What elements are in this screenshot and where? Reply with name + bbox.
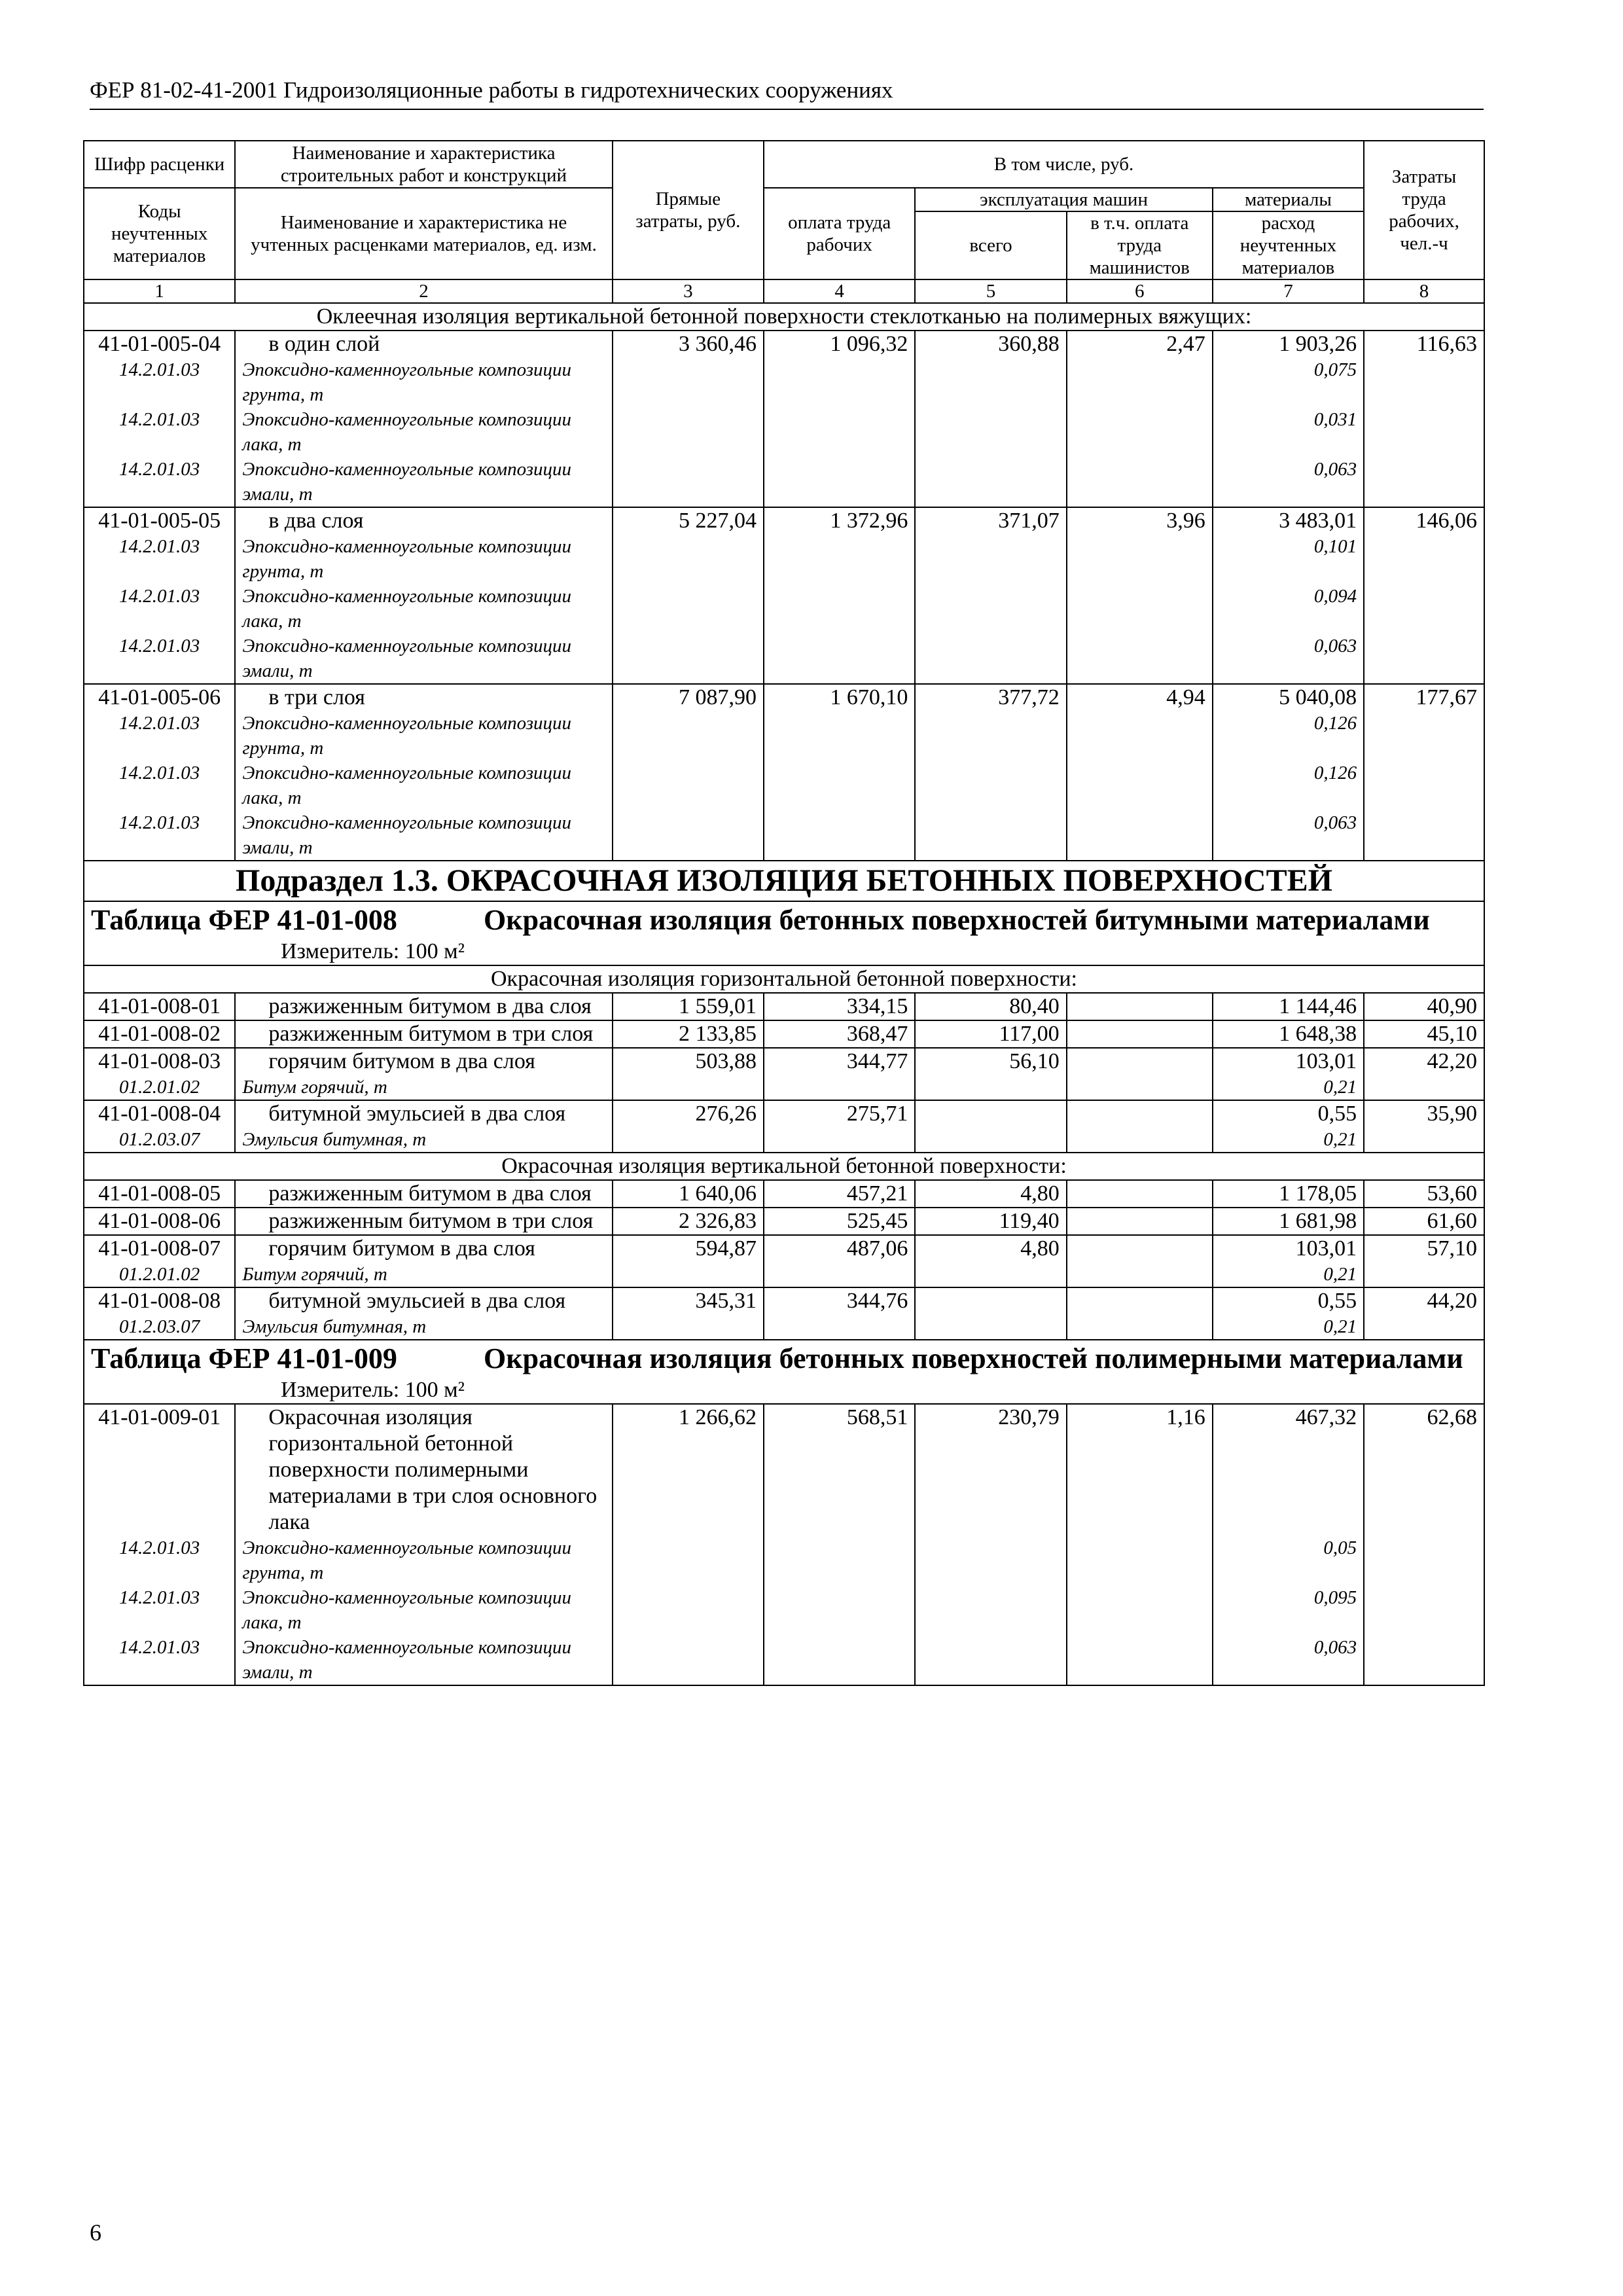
empty-cell bbox=[764, 1535, 915, 1585]
empty-cell bbox=[1067, 457, 1213, 507]
empty-cell bbox=[1364, 711, 1484, 761]
machinist-cost bbox=[1067, 1048, 1213, 1075]
col-num: 2 bbox=[235, 279, 612, 303]
empty-cell bbox=[1067, 761, 1213, 810]
material-code: 14.2.01.03 bbox=[84, 357, 235, 407]
empty-cell bbox=[1067, 1535, 1213, 1585]
col6-header: в т.ч. оплата труда машинистов bbox=[1067, 211, 1213, 279]
material-cost: 1 681,98 bbox=[1213, 1208, 1364, 1235]
material-cost: 1 648,38 bbox=[1213, 1020, 1364, 1048]
rate-row bbox=[84, 1100, 1484, 1127]
empty-cell bbox=[613, 810, 764, 861]
empty-cell bbox=[1364, 1075, 1484, 1100]
col-num: 6 bbox=[1067, 279, 1213, 303]
direct-cost: 594,87 bbox=[613, 1235, 764, 1262]
direct-cost: 345,31 bbox=[613, 1287, 764, 1314]
machinist-cost bbox=[1067, 1208, 1213, 1235]
machine-cost: 119,40 bbox=[915, 1208, 1066, 1235]
labor-hours: 35,90 bbox=[1364, 1100, 1484, 1127]
material-row bbox=[84, 810, 1484, 861]
rate-name: горячим битумом в два слоя bbox=[235, 1048, 612, 1075]
empty-cell bbox=[764, 457, 915, 507]
material-code: 14.2.01.03 bbox=[84, 761, 235, 810]
direct-cost: 2 326,83 bbox=[613, 1208, 764, 1235]
rate-code: 41-01-008-04 bbox=[84, 1100, 235, 1127]
empty-cell bbox=[1067, 1314, 1213, 1340]
machine-cost: 360,88 bbox=[915, 331, 1066, 357]
material-name: Эпоксидно-каменноугольные композиции грунта, т bbox=[235, 357, 612, 407]
empty-cell bbox=[1067, 534, 1213, 584]
table-008-title bbox=[84, 901, 1484, 939]
empty-cell bbox=[1067, 1262, 1213, 1287]
rate-name: в два слоя bbox=[235, 507, 612, 534]
material-qty: 0,063 bbox=[1213, 1635, 1364, 1685]
labor-cost: 487,06 bbox=[764, 1235, 915, 1262]
machine-cost: 371,07 bbox=[915, 507, 1066, 534]
labor-hours: 53,60 bbox=[1364, 1180, 1484, 1208]
rate-name: разжиженным битумом в три слоя bbox=[235, 1208, 612, 1235]
empty-cell bbox=[1067, 584, 1213, 634]
material-qty: 0,21 bbox=[1213, 1314, 1364, 1340]
labor-hours: 44,20 bbox=[1364, 1287, 1484, 1314]
material-row bbox=[84, 357, 1484, 407]
machinist-cost bbox=[1067, 1235, 1213, 1262]
empty-cell bbox=[915, 1127, 1066, 1153]
machinist-cost bbox=[1067, 1020, 1213, 1048]
table-title: Окрасочная изоляция бетонных поверхностей полимерными материалами bbox=[484, 1342, 1463, 1374]
labor-hours: 42,20 bbox=[1364, 1048, 1484, 1075]
empty-cell bbox=[1067, 1585, 1213, 1635]
material-qty: 0,126 bbox=[1213, 711, 1364, 761]
col3-header: Прямые затраты, руб. bbox=[613, 141, 764, 279]
material-qty: 0,031 bbox=[1213, 407, 1364, 457]
rate-name: разжиженным битумом в три слоя bbox=[235, 1020, 612, 1048]
page-number: 6 bbox=[90, 2219, 101, 2246]
direct-cost: 503,88 bbox=[613, 1048, 764, 1075]
material-row bbox=[84, 1127, 1484, 1153]
material-code: 14.2.01.03 bbox=[84, 584, 235, 634]
machine-cost: 56,10 bbox=[915, 1048, 1066, 1075]
empty-cell bbox=[764, 407, 915, 457]
section-heading bbox=[84, 861, 1484, 901]
material-row bbox=[84, 761, 1484, 810]
machinist-cost bbox=[1067, 1100, 1213, 1127]
machinist-cost: 3,96 bbox=[1067, 507, 1213, 534]
labor-cost: 334,15 bbox=[764, 993, 915, 1020]
material-name: Битум горячий, т bbox=[235, 1075, 612, 1100]
col-num: 5 bbox=[915, 279, 1066, 303]
material-name: Эмульсия битумная, т bbox=[235, 1127, 612, 1153]
rate-name: горячим битумом в два слоя bbox=[235, 1235, 612, 1262]
machinist-cost: 4,94 bbox=[1067, 684, 1213, 711]
material-code: 14.2.01.03 bbox=[84, 534, 235, 584]
empty-cell bbox=[613, 1635, 764, 1685]
group-heading-text: Окрасочная изоляция горизонтальной бетонной поверхности: bbox=[84, 965, 1484, 993]
empty-cell bbox=[1364, 1535, 1484, 1585]
table-009-title bbox=[84, 1340, 1484, 1377]
empty-cell bbox=[915, 1262, 1066, 1287]
material-code: 01.2.03.07 bbox=[84, 1314, 235, 1340]
labor-cost: 344,76 bbox=[764, 1287, 915, 1314]
material-qty: 0,094 bbox=[1213, 584, 1364, 634]
col-num: 4 bbox=[764, 279, 915, 303]
col1-top: Шифр расценки bbox=[84, 141, 235, 188]
empty-cell bbox=[613, 634, 764, 684]
material-name: Эпоксидно-каменноугольные композиции лака, т bbox=[235, 584, 612, 634]
empty-cell bbox=[1364, 457, 1484, 507]
group-heading-text: Оклеечная изоляция вертикальной бетонной поверхности стеклотканью на полимерных вяжущих: bbox=[84, 303, 1484, 331]
rate-row bbox=[84, 1287, 1484, 1314]
col7-header: расход неучтенных материалов bbox=[1213, 211, 1364, 279]
rate-code: 41-01-009-01 bbox=[84, 1404, 235, 1535]
rate-code: 41-01-008-05 bbox=[84, 1180, 235, 1208]
labor-hours: 45,10 bbox=[1364, 1020, 1484, 1048]
rate-code: 41-01-008-02 bbox=[84, 1020, 235, 1048]
empty-cell bbox=[1364, 357, 1484, 407]
labor-hours: 61,60 bbox=[1364, 1208, 1484, 1235]
empty-cell bbox=[764, 711, 915, 761]
material-name: Эпоксидно-каменноугольные композиции лака, т bbox=[235, 761, 612, 810]
measure-row-text: Измеритель: 100 м² bbox=[84, 1377, 1484, 1404]
col4-header: оплата труда рабочих bbox=[764, 188, 915, 279]
empty-cell bbox=[613, 1262, 764, 1287]
table-008 bbox=[84, 901, 1484, 939]
material-code: 14.2.01.03 bbox=[84, 1535, 235, 1585]
col-num: 1 bbox=[84, 279, 235, 303]
material-code: 14.2.01.03 bbox=[84, 1585, 235, 1635]
empty-cell bbox=[915, 357, 1066, 407]
material-code: 14.2.01.03 bbox=[84, 457, 235, 507]
header-numbers bbox=[84, 279, 1484, 303]
material-name: Эпоксидно-каменноугольные композиции эмали, т bbox=[235, 1635, 612, 1685]
empty-cell bbox=[764, 1127, 915, 1153]
col5-header: всего bbox=[915, 211, 1066, 279]
material-row bbox=[84, 1075, 1484, 1100]
empty-cell bbox=[915, 1635, 1066, 1685]
rate-code: 41-01-005-04 bbox=[84, 331, 235, 357]
machinist-cost bbox=[1067, 993, 1213, 1020]
labor-cost: 457,21 bbox=[764, 1180, 915, 1208]
empty-cell bbox=[1364, 584, 1484, 634]
empty-cell bbox=[613, 1314, 764, 1340]
empty-cell bbox=[613, 407, 764, 457]
table-009 bbox=[84, 1340, 1484, 1377]
material-qty: 0,101 bbox=[1213, 534, 1364, 584]
empty-cell bbox=[764, 1314, 915, 1340]
material-code: 01.2.01.02 bbox=[84, 1262, 235, 1287]
material-qty: 0,063 bbox=[1213, 457, 1364, 507]
labor-cost: 1 372,96 bbox=[764, 507, 915, 534]
labor-cost: 1 096,32 bbox=[764, 331, 915, 357]
material-name: Эпоксидно-каменноугольные композиции эмали, т bbox=[235, 810, 612, 861]
measure-row bbox=[84, 939, 1484, 965]
col2-bottom: Наименование и характеристика не учтенных расценками материалов, ед. изм. bbox=[235, 188, 612, 279]
material-cost: 467,32 bbox=[1213, 1404, 1364, 1535]
material-row bbox=[84, 1635, 1484, 1685]
group-heading bbox=[84, 303, 1484, 331]
material-qty: 0,075 bbox=[1213, 357, 1364, 407]
measure-row bbox=[84, 1377, 1484, 1404]
empty-cell bbox=[613, 457, 764, 507]
empty-cell bbox=[613, 1127, 764, 1153]
rate-row bbox=[84, 1208, 1484, 1235]
material-row bbox=[84, 1535, 1484, 1585]
measure-row-text: Измеритель: 100 м² bbox=[84, 939, 1484, 965]
header-row-1 bbox=[84, 141, 1484, 188]
materials-header: материалы bbox=[1213, 188, 1364, 211]
empty-cell bbox=[915, 1075, 1066, 1100]
material-qty: 0,21 bbox=[1213, 1262, 1364, 1287]
rate-name: в один слой bbox=[235, 331, 612, 357]
direct-cost: 1 559,01 bbox=[613, 993, 764, 1020]
empty-cell bbox=[1067, 810, 1213, 861]
machine-cost: 230,79 bbox=[915, 1404, 1066, 1535]
rate-row bbox=[84, 1020, 1484, 1048]
empty-cell bbox=[1067, 407, 1213, 457]
machine-cost bbox=[915, 1100, 1066, 1127]
group-heading bbox=[84, 1153, 1484, 1180]
material-cost: 3 483,01 bbox=[1213, 507, 1364, 534]
labor-cost: 568,51 bbox=[764, 1404, 915, 1535]
table-title: Окрасочная изоляция бетонных поверхностей битумными материалами bbox=[484, 904, 1430, 936]
empty-cell bbox=[613, 1535, 764, 1585]
material-row bbox=[84, 457, 1484, 507]
rate-name: битумной эмульсией в два слоя bbox=[235, 1287, 612, 1314]
section-heading-text: Подраздел 1.3. ОКРАСОЧНАЯ ИЗОЛЯЦИЯ БЕТОННЫХ ПОВЕРХНОСТЕЙ bbox=[84, 861, 1484, 901]
empty-cell bbox=[1364, 534, 1484, 584]
empty-cell bbox=[1364, 634, 1484, 684]
rates-table bbox=[83, 140, 1485, 1686]
rate-name: разжиженным битумом в два слоя bbox=[235, 1180, 612, 1208]
labor-hours: 146,06 bbox=[1364, 507, 1484, 534]
empty-cell bbox=[1364, 407, 1484, 457]
labor-cost: 525,45 bbox=[764, 1208, 915, 1235]
direct-cost: 2 133,85 bbox=[613, 1020, 764, 1048]
rate-code: 41-01-005-06 bbox=[84, 684, 235, 711]
empty-cell bbox=[1364, 761, 1484, 810]
material-qty: 0,21 bbox=[1213, 1127, 1364, 1153]
rate-row bbox=[84, 1180, 1484, 1208]
material-row bbox=[84, 1314, 1484, 1340]
incl-header: В том числе, руб. bbox=[764, 141, 1364, 188]
rate-code: 41-01-008-01 bbox=[84, 993, 235, 1020]
material-qty: 0,05 bbox=[1213, 1535, 1364, 1585]
machinist-cost bbox=[1067, 1287, 1213, 1314]
direct-cost: 7 087,90 bbox=[613, 684, 764, 711]
empty-cell bbox=[915, 810, 1066, 861]
empty-cell bbox=[764, 1635, 915, 1685]
empty-cell bbox=[1364, 1262, 1484, 1287]
machinist-cost bbox=[1067, 1180, 1213, 1208]
group-heading bbox=[84, 965, 1484, 993]
material-qty: 0,095 bbox=[1213, 1585, 1364, 1635]
material-name: Эпоксидно-каменноугольные композиции грунта, т bbox=[235, 534, 612, 584]
rate-row bbox=[84, 1404, 1484, 1535]
empty-cell bbox=[1364, 1635, 1484, 1685]
empty-cell bbox=[1067, 1635, 1213, 1685]
page-header: ФЕР 81-02-41-2001 Гидроизоляционные работы в гидротехнических сооружениях bbox=[90, 77, 1484, 110]
labor-cost: 275,71 bbox=[764, 1100, 915, 1127]
rate-code: 41-01-005-05 bbox=[84, 507, 235, 534]
material-row bbox=[84, 1262, 1484, 1287]
material-name: Эмульсия битумная, т bbox=[235, 1314, 612, 1340]
material-code: 14.2.01.03 bbox=[84, 1635, 235, 1685]
empty-cell bbox=[1364, 1585, 1484, 1635]
empty-cell bbox=[613, 1585, 764, 1635]
material-row bbox=[84, 534, 1484, 584]
col-num: 7 bbox=[1213, 279, 1364, 303]
material-name: Эпоксидно-каменноугольные композиции лака, т bbox=[235, 1585, 612, 1635]
rate-row bbox=[84, 684, 1484, 711]
material-code: 01.2.03.07 bbox=[84, 1127, 235, 1153]
material-cost: 0,55 bbox=[1213, 1100, 1364, 1127]
material-cost: 0,55 bbox=[1213, 1287, 1364, 1314]
material-name: Эпоксидно-каменноугольные композиции грунта, т bbox=[235, 1535, 612, 1585]
direct-cost: 1 266,62 bbox=[613, 1404, 764, 1535]
col-num: 8 bbox=[1364, 279, 1484, 303]
material-name: Битум горячий, т bbox=[235, 1262, 612, 1287]
rate-row bbox=[84, 331, 1484, 357]
rate-name: битумной эмульсией в два слоя bbox=[235, 1100, 612, 1127]
empty-cell bbox=[613, 534, 764, 584]
material-cost: 5 040,08 bbox=[1213, 684, 1364, 711]
direct-cost: 3 360,46 bbox=[613, 331, 764, 357]
labor-hours: 40,90 bbox=[1364, 993, 1484, 1020]
empty-cell bbox=[915, 1314, 1066, 1340]
machinist-cost: 2,47 bbox=[1067, 331, 1213, 357]
empty-cell bbox=[915, 407, 1066, 457]
direct-cost: 5 227,04 bbox=[613, 507, 764, 534]
direct-cost: 1 640,06 bbox=[613, 1180, 764, 1208]
empty-cell bbox=[1364, 1314, 1484, 1340]
material-row bbox=[84, 711, 1484, 761]
material-code: 14.2.01.03 bbox=[84, 810, 235, 861]
empty-cell bbox=[1067, 711, 1213, 761]
empty-cell bbox=[764, 357, 915, 407]
empty-cell bbox=[915, 711, 1066, 761]
rate-name: в три слоя bbox=[235, 684, 612, 711]
material-row bbox=[84, 634, 1484, 684]
machines-header: эксплуатация машин bbox=[915, 188, 1212, 211]
empty-cell bbox=[613, 761, 764, 810]
labor-hours: 57,10 bbox=[1364, 1235, 1484, 1262]
empty-cell bbox=[1067, 357, 1213, 407]
group-heading-text: Окрасочная изоляция вертикальной бетонной поверхности: bbox=[84, 1153, 1484, 1180]
empty-cell bbox=[613, 584, 764, 634]
table-label: Таблица ФЕР 41-01-008 bbox=[91, 904, 397, 936]
rate-row bbox=[84, 1048, 1484, 1075]
labor-hours: 116,63 bbox=[1364, 331, 1484, 357]
labor-hours: 177,67 bbox=[1364, 684, 1484, 711]
empty-cell bbox=[764, 1075, 915, 1100]
header-row-2 bbox=[84, 188, 1484, 211]
col-num: 3 bbox=[613, 279, 764, 303]
rate-row bbox=[84, 1235, 1484, 1262]
empty-cell bbox=[613, 357, 764, 407]
empty-cell bbox=[915, 457, 1066, 507]
col2-top: Наименование и характеристика строительных работ и конструкций bbox=[235, 141, 612, 188]
empty-cell bbox=[764, 810, 915, 861]
material-qty: 0,126 bbox=[1213, 761, 1364, 810]
material-code: 01.2.01.02 bbox=[84, 1075, 235, 1100]
machinist-cost: 1,16 bbox=[1067, 1404, 1213, 1535]
material-cost: 1 903,26 bbox=[1213, 331, 1364, 357]
empty-cell bbox=[613, 1075, 764, 1100]
machine-cost: 80,40 bbox=[915, 993, 1066, 1020]
empty-cell bbox=[915, 761, 1066, 810]
material-cost: 103,01 bbox=[1213, 1048, 1364, 1075]
empty-cell bbox=[1364, 810, 1484, 861]
labor-cost: 1 670,10 bbox=[764, 684, 915, 711]
direct-cost: 276,26 bbox=[613, 1100, 764, 1127]
material-code: 14.2.01.03 bbox=[84, 634, 235, 684]
material-name: Эпоксидно-каменноугольные композиции эмали, т bbox=[235, 457, 612, 507]
rate-code: 41-01-008-03 bbox=[84, 1048, 235, 1075]
rate-code: 41-01-008-07 bbox=[84, 1235, 235, 1262]
empty-cell bbox=[764, 634, 915, 684]
empty-cell bbox=[764, 534, 915, 584]
empty-cell bbox=[764, 584, 915, 634]
material-code: 14.2.01.03 bbox=[84, 711, 235, 761]
machine-cost: 117,00 bbox=[915, 1020, 1066, 1048]
empty-cell bbox=[1067, 1075, 1213, 1100]
rate-code: 41-01-008-08 bbox=[84, 1287, 235, 1314]
rate-row bbox=[84, 507, 1484, 534]
empty-cell bbox=[915, 1535, 1066, 1585]
labor-hours: 62,68 bbox=[1364, 1404, 1484, 1535]
machine-cost bbox=[915, 1287, 1066, 1314]
empty-cell bbox=[915, 584, 1066, 634]
material-qty: 0,063 bbox=[1213, 810, 1364, 861]
material-cost: 103,01 bbox=[1213, 1235, 1364, 1262]
empty-cell bbox=[764, 1585, 915, 1635]
rate-name: Окрасочная изоляция горизонтальной бетонной поверхности полимерными материалами в три слоя основного лака bbox=[235, 1404, 612, 1535]
labor-cost: 368,47 bbox=[764, 1020, 915, 1048]
material-row bbox=[84, 584, 1484, 634]
material-qty: 0,063 bbox=[1213, 634, 1364, 684]
table-label: Таблица ФЕР 41-01-009 bbox=[91, 1342, 397, 1374]
material-row bbox=[84, 1585, 1484, 1635]
empty-cell bbox=[613, 711, 764, 761]
material-code: 14.2.01.03 bbox=[84, 407, 235, 457]
rate-row bbox=[84, 993, 1484, 1020]
material-cost: 1 178,05 bbox=[1213, 1180, 1364, 1208]
empty-cell bbox=[915, 534, 1066, 584]
machine-cost: 4,80 bbox=[915, 1180, 1066, 1208]
empty-cell bbox=[764, 1262, 915, 1287]
empty-cell bbox=[1067, 634, 1213, 684]
labor-cost: 344,77 bbox=[764, 1048, 915, 1075]
rate-code: 41-01-008-06 bbox=[84, 1208, 235, 1235]
col8-header: Затраты труда рабочих, чел.-ч bbox=[1364, 141, 1484, 279]
material-qty: 0,21 bbox=[1213, 1075, 1364, 1100]
machine-cost: 377,72 bbox=[915, 684, 1066, 711]
material-name: Эпоксидно-каменноугольные композиции грунта, т bbox=[235, 711, 612, 761]
material-row bbox=[84, 407, 1484, 457]
empty-cell bbox=[764, 761, 915, 810]
material-cost: 1 144,46 bbox=[1213, 993, 1364, 1020]
material-name: Эпоксидно-каменноугольные композиции эмали, т bbox=[235, 634, 612, 684]
rate-name: разжиженным битумом в два слоя bbox=[235, 993, 612, 1020]
empty-cell bbox=[915, 1585, 1066, 1635]
empty-cell bbox=[1364, 1127, 1484, 1153]
material-name: Эпоксидно-каменноугольные композиции лака, т bbox=[235, 407, 612, 457]
empty-cell bbox=[1067, 1127, 1213, 1153]
machine-cost: 4,80 bbox=[915, 1235, 1066, 1262]
col1-bottom: Коды неучтенных материалов bbox=[84, 188, 235, 279]
empty-cell bbox=[915, 634, 1066, 684]
